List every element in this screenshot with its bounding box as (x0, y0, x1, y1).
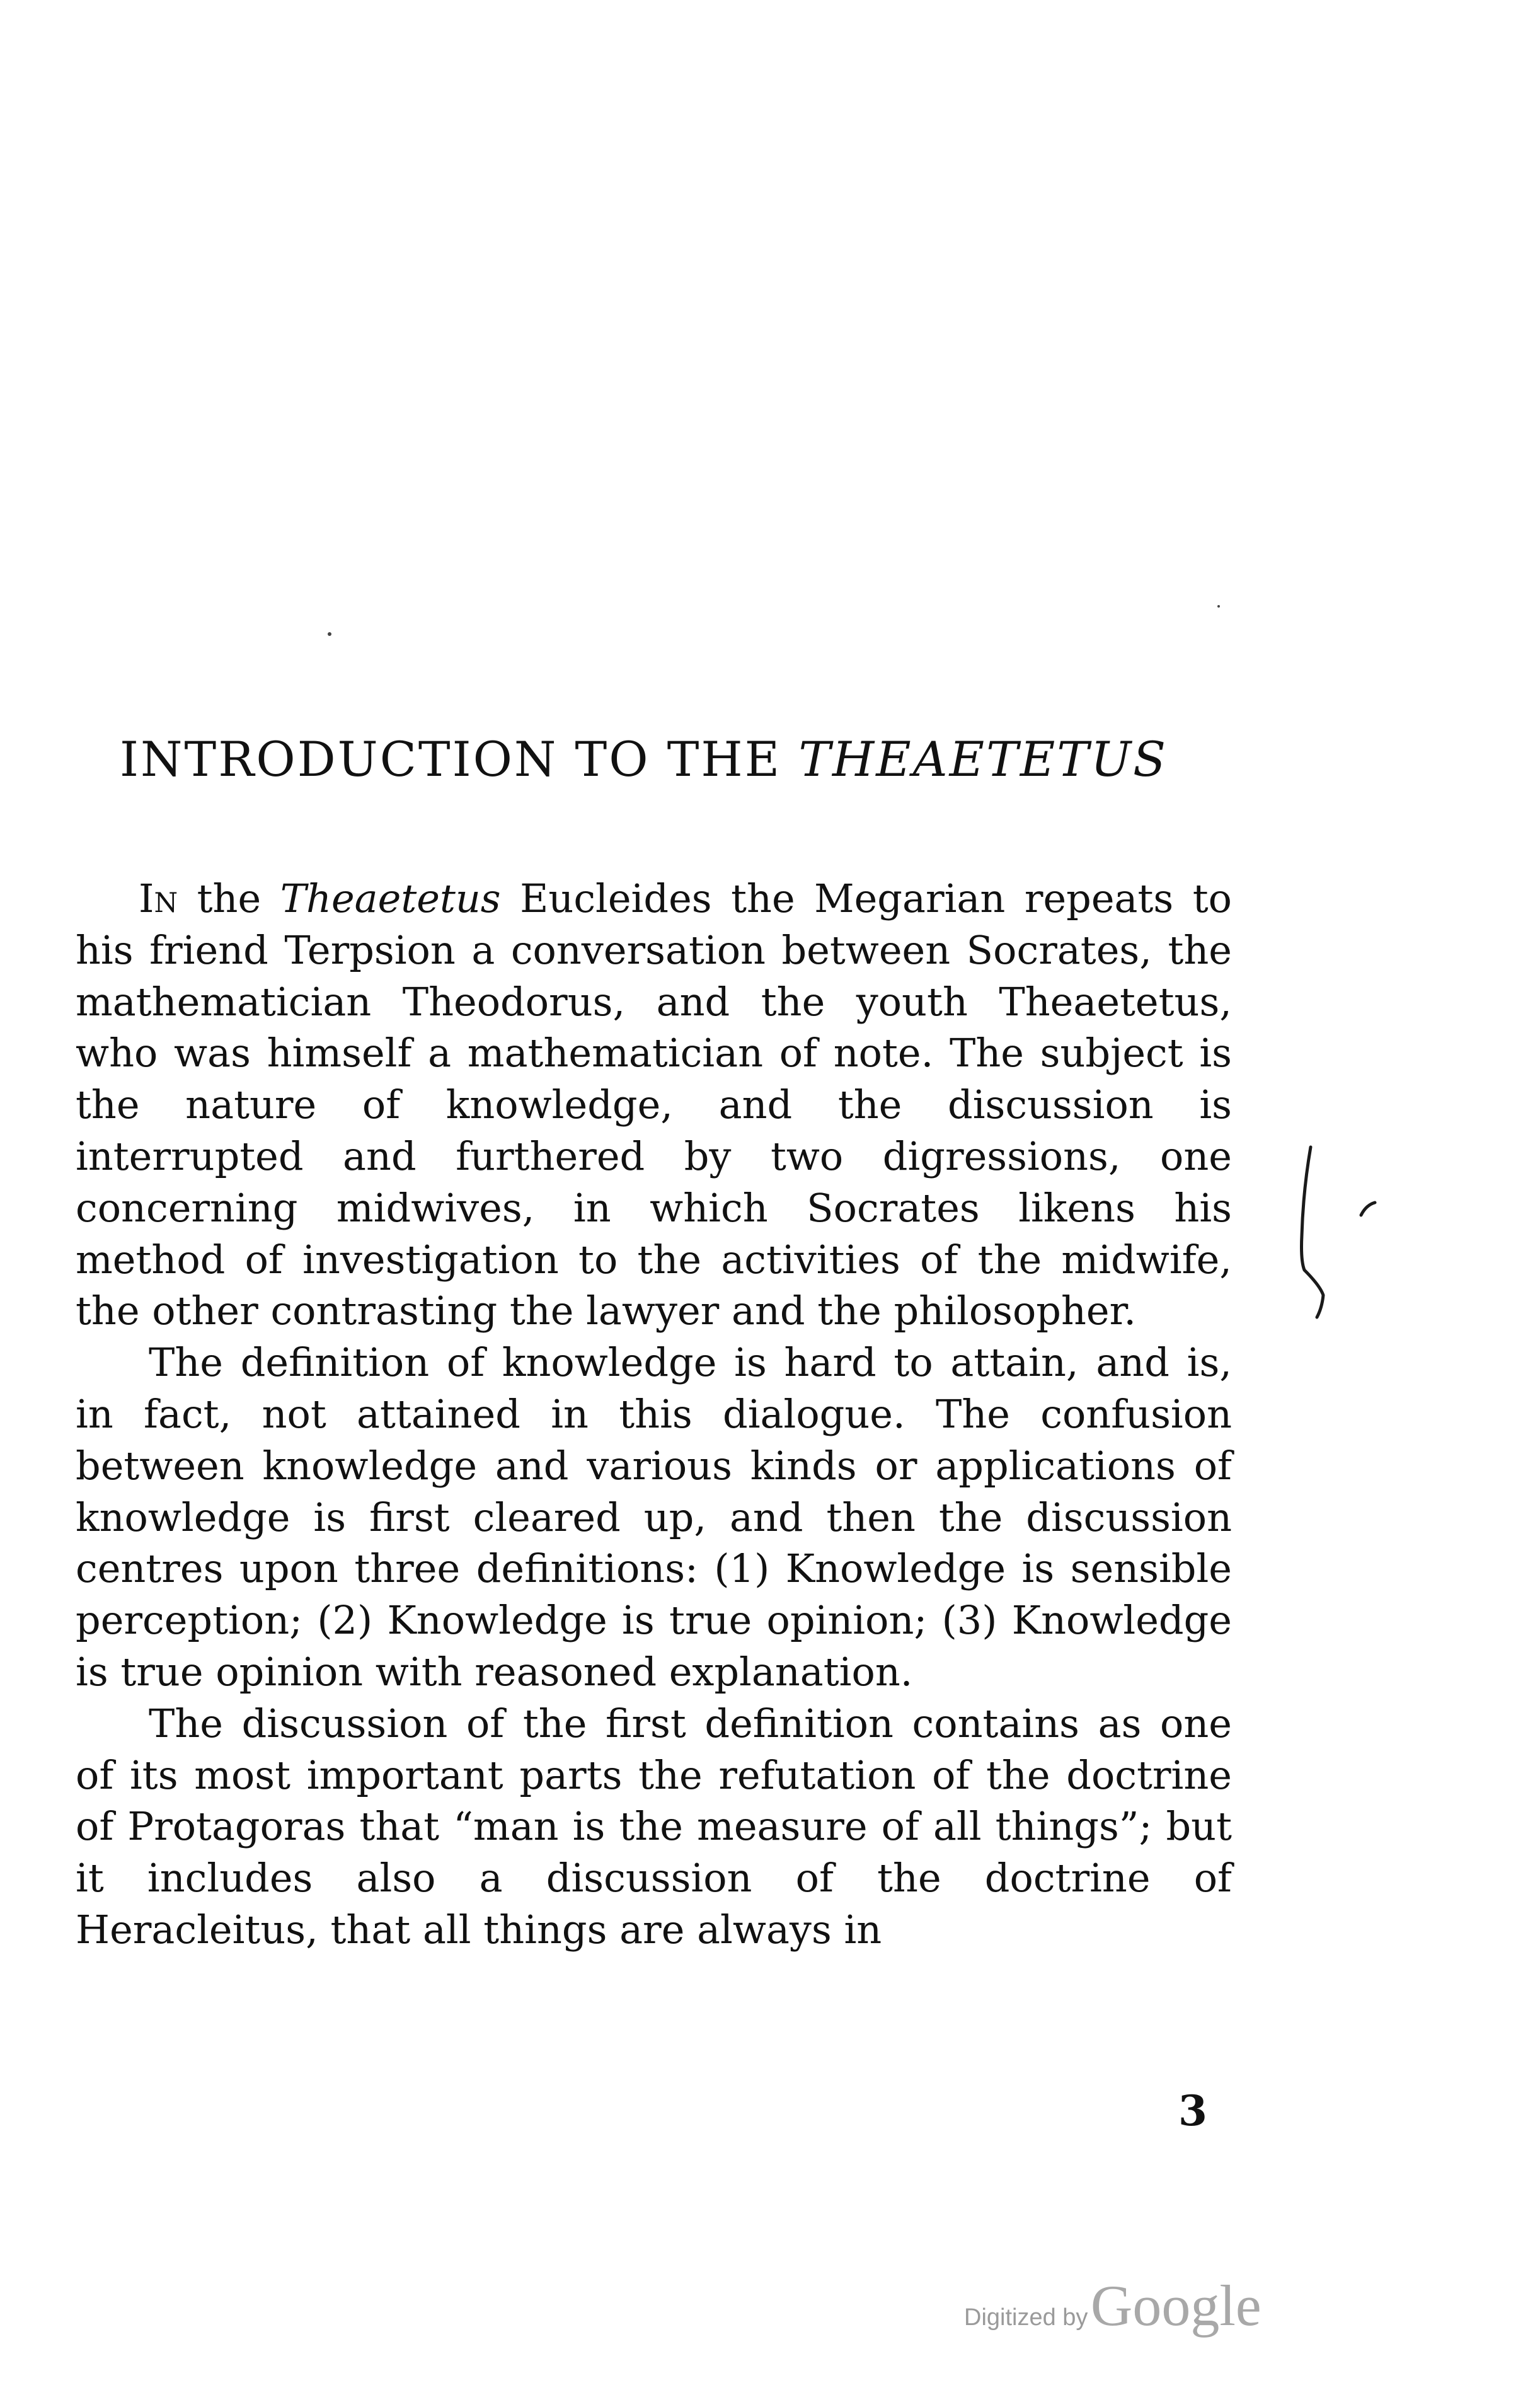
google-logo: Google (1090, 2273, 1261, 2338)
italic-title: Theaetetus (280, 875, 501, 921)
paragraph-text: The discussion of the first definition contains as one of its most important parts the refutation of the doctrine of Protagoras that “man is the measure of all things”; but it includes also a discussion of the doctrine of Heracleitus, that all things are always in (76, 1700, 1232, 1953)
specks (1217, 605, 1220, 608)
title-prefix: INTRODUCTION TO THE (120, 731, 799, 787)
specks (328, 632, 331, 636)
paragraph (76, 1698, 1232, 1956)
paragraph (76, 1337, 1232, 1698)
page-title (120, 731, 1254, 787)
title-italic: THEAETETUS (798, 731, 1168, 787)
body-text (76, 873, 1232, 1956)
paragraph-text: Eucleides the Megarian repeats to his friend Terpsion a conversation between Socrates, the mathematician Theodorus, and the youth Theaetetus, who was himself a mathematician of note. The subject is the nature of knowledge, and the discussion is interrupted and furthered by two digressions, one concerning midwives, in which Socrates likens his method of investigation to the activities of the midwife, the other contrasting the lawyer and the philosopher. (76, 875, 1232, 1334)
paragraph-text: The definition of knowledge is hard to attain, and is, in fact, not attained in this dialogue. The confusion between knowledge and various kinds or applications of knowledge is first cleared up, and then the discussion centres upon three definitions: (1) Knowledge is sensible perception; (2) Knowledge is true opinion; (3) Knowledge is true opinion with reasoned explanation. (76, 1339, 1232, 1695)
page-number: 3 (1178, 2086, 1207, 2135)
lead-word: the (197, 875, 261, 921)
paragraph (76, 873, 1232, 1337)
handwritten-margin-mark (1285, 1134, 1399, 1342)
digitized-watermark (964, 2272, 1261, 2339)
digitized-label: Digitized by (964, 2304, 1088, 2331)
dropcap: In (139, 875, 178, 921)
